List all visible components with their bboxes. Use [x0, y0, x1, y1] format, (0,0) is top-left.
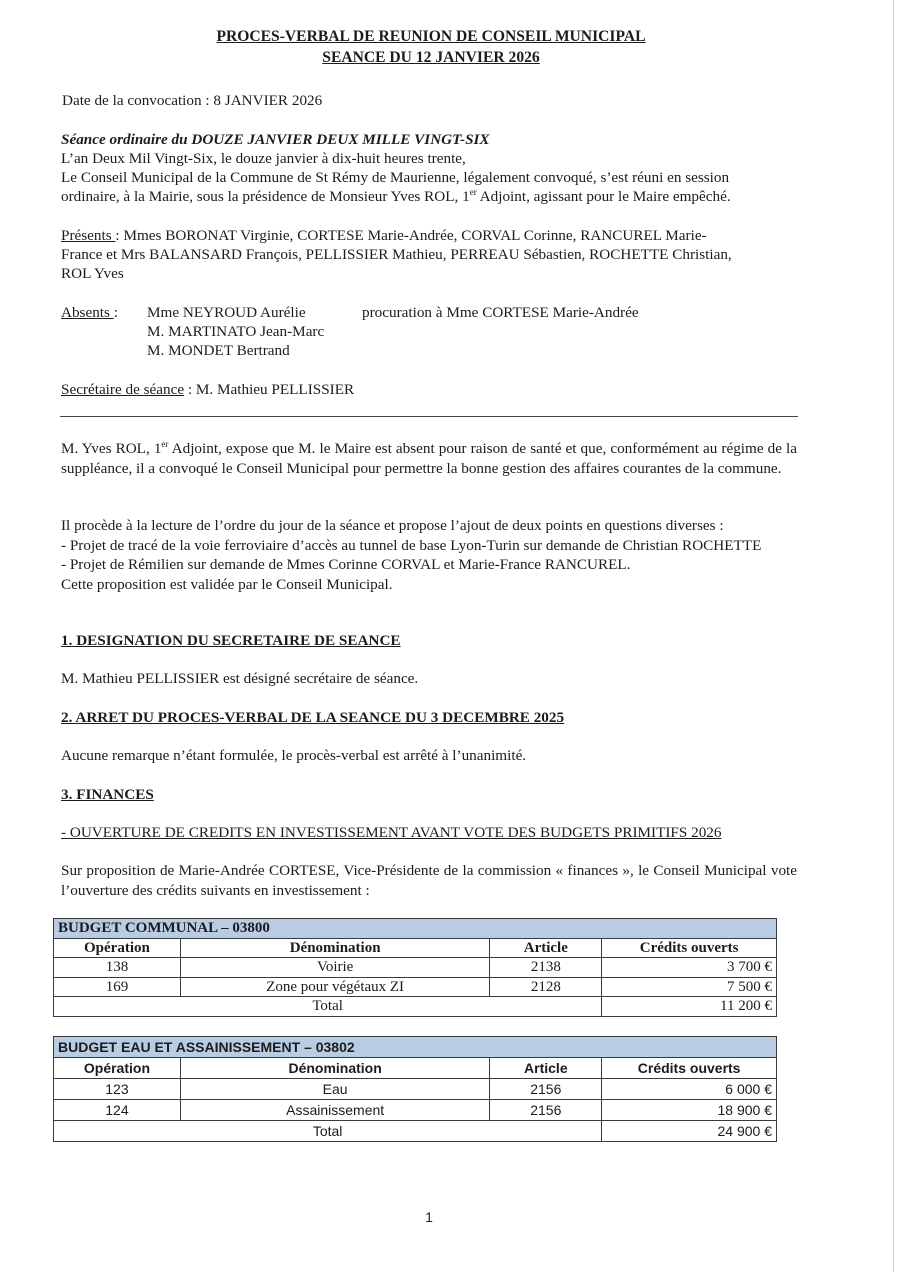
table-row: [54, 1079, 777, 1100]
total-label: Total: [54, 1121, 602, 1142]
cell-article: 2156: [490, 1100, 602, 1121]
column-header: Article: [490, 1058, 602, 1079]
absents-label: Absents :: [61, 304, 118, 321]
cell-denomination: Eau: [180, 1079, 490, 1100]
section-3-heading: 3. FINANCES: [61, 786, 154, 803]
presents-line: France et Mrs BALANSARD François, PELLISSIER Mathieu, PERREAU Sébastien, ROCHETTE Christian,: [61, 246, 732, 263]
presents-line: Présents : Mmes BORONAT Virginie, CORTESE Marie-Andrée, CORVAL Corinne, RANCUREL Marie-: [61, 227, 707, 244]
cell-article: 2138: [490, 958, 602, 978]
column-header: Article: [490, 938, 602, 958]
absent-name: M. MARTINATO Jean-Marc: [147, 323, 325, 340]
table-row: [54, 1100, 777, 1121]
total-value: 24 900 €: [602, 1121, 777, 1142]
cell-credits: 6 000 €: [602, 1079, 777, 1100]
page-number: 1: [425, 1209, 433, 1225]
convocation-date: Date de la convocation : 8 JANVIER 2026: [62, 92, 323, 109]
page-edge: [893, 0, 894, 1272]
cell-article: 2128: [490, 977, 602, 997]
secretaire-line: Secrétaire de séance : M. Mathieu PELLISSIER: [61, 381, 355, 398]
cell-article: 2156: [490, 1079, 602, 1100]
table-title: BUDGET COMMUNAL – 03800: [54, 919, 777, 939]
procuration-note: procuration à Mme CORTESE Marie-Andrée: [362, 304, 639, 321]
cell-operation: 169: [54, 977, 181, 997]
cell-denomination: Voirie: [180, 958, 490, 978]
cell-credits: 7 500 €: [602, 977, 777, 997]
table-total-row: [54, 997, 777, 1017]
cell-operation: 124: [54, 1100, 181, 1121]
section-3-subheading: - OUVERTURE DE CREDITS EN INVESTISSEMENT AVANT VOTE DES BUDGETS PRIMITIFS 2026: [61, 824, 722, 841]
column-header: Opération: [54, 938, 181, 958]
presents-label: Présents: [61, 227, 116, 244]
budget-eau-table: [53, 1036, 777, 1142]
table-total-row: [54, 1121, 777, 1142]
seance-heading: Séance ordinaire du DOUZE JANVIER DEUX MILLE VINGT-SIX: [61, 131, 490, 148]
agenda-paragraph: Il procède à la lecture de l’ordre du jour de la séance et propose l’ajout de deux points en questions diverses : - Projet de tracé de la voie ferroviaire d’accès au tunnel de base Lyon-Turin sur demande de Christian ROCHETTE - Projet de Rémilien sur demande de Mmes Corinne CORVAL et Marie-France RANCUREL. Cette proposition est validée par le Conseil Municipal.: [61, 517, 762, 593]
column-header: Crédits ouverts: [602, 938, 777, 958]
seance-line: L’an Deux Mil Vingt-Six, le douze janvier à dix-huit heures trente,: [61, 150, 466, 167]
absent-name: Mme NEYROUD Aurélie: [147, 304, 306, 321]
column-header: Crédits ouverts: [602, 1058, 777, 1079]
cell-operation: 123: [54, 1079, 181, 1100]
table-row: [54, 958, 777, 978]
section-1-text: M. Mathieu PELLISSIER est désigné secrétaire de séance.: [61, 670, 419, 687]
section-2-text: Aucune remarque n’étant formulée, le procès-verbal est arrêté à l’unanimité.: [61, 747, 527, 764]
intro-paragraph: M. Yves ROL, 1er Adjoint, expose que M. le Maire est absent pour raison de santé et que, conformément au régime de la suppléance, il a convoqué le Conseil Municipal pour permettre la bonne gestion des affaires courantes de la commune.: [61, 438, 797, 477]
section-2-heading: 2. ARRET DU PROCES-VERBAL DE LA SEANCE DU 3 DECEMBRE 2025: [61, 709, 565, 726]
table-row: [54, 977, 777, 997]
total-value: 11 200 €: [602, 997, 777, 1017]
document-title: PROCES-VERBAL DE REUNION DE CONSEIL MUNICIPAL: [216, 28, 646, 45]
budget-communal-table: [53, 918, 777, 1017]
document-subtitle: SEANCE DU 12 JANVIER 2026: [322, 49, 540, 66]
column-header: Dénomination: [180, 1058, 490, 1079]
table-title: BUDGET EAU ET ASSAINISSEMENT – 03802: [54, 1037, 777, 1058]
cell-credits: 3 700 €: [602, 958, 777, 978]
total-label: Total: [54, 997, 602, 1017]
separator-line: [60, 416, 798, 417]
seance-line: Le Conseil Municipal de la Commune de St Rémy de Maurienne, légalement convoqué, s’est réuni en session: [61, 169, 730, 186]
cell-denomination: Assainissement: [180, 1100, 490, 1121]
cell-denomination: Zone pour végétaux ZI: [180, 977, 490, 997]
column-header: Dénomination: [180, 938, 490, 958]
section-3-text: Sur proposition de Marie-Andrée CORTESE, Vice-Présidente de la commission « finances », le Conseil Municipal vote l’ouverture des crédits suivants en investissement :: [61, 862, 797, 899]
absent-name: M. MONDET Bertrand: [147, 342, 290, 359]
column-header: Opération: [54, 1058, 181, 1079]
presents-line: ROL Yves: [61, 265, 124, 282]
seance-line: ordinaire, à la Mairie, sous la présidence de Monsieur Yves ROL, 1er Adjoint, agissant pour le Maire empêché.: [61, 186, 731, 205]
section-1-heading: 1. DESIGNATION DU SECRETAIRE DE SEANCE: [61, 632, 401, 649]
cell-credits: 18 900 €: [602, 1100, 777, 1121]
cell-operation: 138: [54, 958, 181, 978]
